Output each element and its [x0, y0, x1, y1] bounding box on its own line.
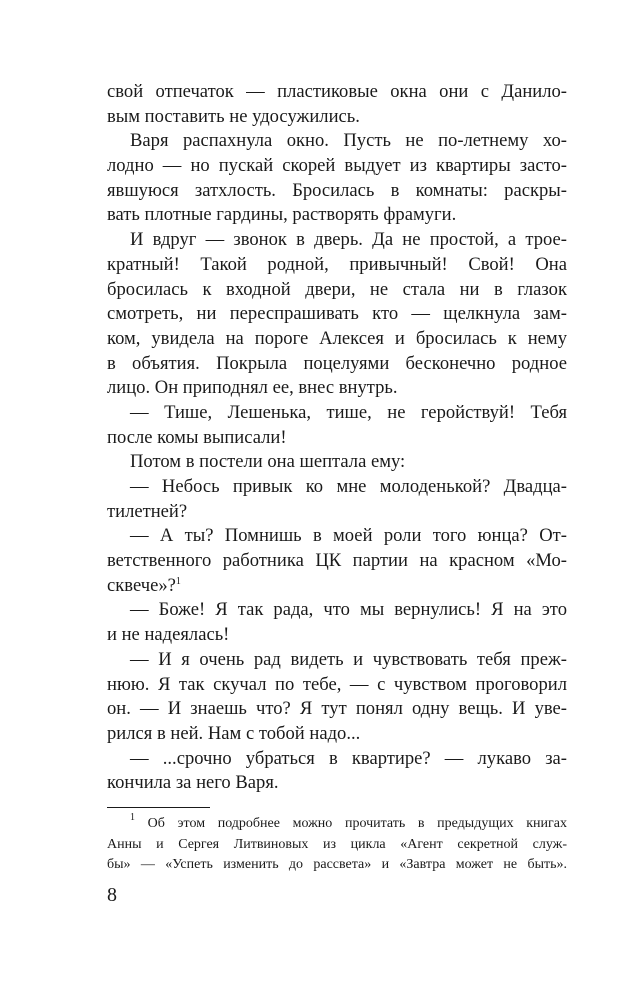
text-line: и не надеялась!	[107, 624, 230, 646]
footnote-marker: 1	[130, 812, 135, 823]
text-line: — А ты? Помнишь в моей роли того юнца? От-	[130, 525, 567, 547]
page-number: 8	[107, 884, 117, 906]
text-line: лодно — но пускай скорей выдует из квартиры засто-	[107, 155, 567, 177]
text-line: Потом в постели она шептала ему:	[130, 451, 406, 473]
text-line-with-footnote-ref	[107, 574, 567, 599]
text-line: И вдруг — звонок в дверь. Да не простой, а трое-	[130, 229, 567, 251]
text-line: нюю. Я так скучал по тебе, — с чувством проговорил	[107, 673, 567, 695]
text-line: смотреть, ни переспрашивать кто — щелкнула зам-	[107, 303, 567, 325]
text-line: он. — И знаешь что? Я тут понял одну вещь. И уве-	[107, 698, 567, 720]
text-line: лицо. Он приподнял ее, внес внутрь.	[107, 377, 398, 399]
text-line: Варя распахнула окно. Пусть не по-летнему хо-	[130, 130, 567, 152]
text-line: явшуюся затхлость. Бросилась в комнаты: раскры-	[107, 179, 567, 201]
text-line: кратный! Такой родной, привычный! Свой! Она	[107, 253, 567, 275]
text-line: тилетней?	[107, 500, 188, 522]
footnote-reference: 1	[175, 575, 181, 587]
text-line: — ...срочно убраться в квартире? — лукаво за-	[130, 747, 567, 769]
text-line: кончила за него Варя.	[107, 772, 279, 794]
footnote-line	[107, 814, 567, 835]
text-line: вым поставить не удосужились.	[107, 105, 360, 127]
text-line: — Тише, Лешенька, тише, не геройствуй! Тебя	[130, 401, 567, 423]
text-line: в объятия. Покрыла поцелуями бесконечно родное	[107, 352, 567, 374]
text-line: — И я очень рад видеть и чувствовать тебя преж-	[130, 648, 567, 670]
text-line: после комы выписали!	[107, 426, 287, 448]
footnote-line: бы» — «Успеть изменить до рассвета» и «Завтра может не быть».	[107, 857, 567, 872]
text-line: ветственного работника ЦК партии на красном «Мо-	[107, 550, 567, 572]
main-text	[107, 80, 567, 796]
text-line: бросилась к входной двери, не стала ни в глазок	[107, 278, 567, 300]
footnote-line: Анны и Сергея Литвиновых из цикла «Агент секретной служ-	[107, 836, 567, 852]
footnote-divider	[107, 807, 210, 808]
text-line: — Небось привык ко мне молоденькой? Двадца-	[130, 476, 567, 497]
footnote	[107, 814, 567, 876]
text-line: рился в ней. Нам с тобой надо...	[107, 722, 361, 744]
text-fragment: че»?	[140, 574, 176, 596]
footnote-text: Об этом подробнее можно прочитать в предыдущих книгах	[147, 816, 567, 831]
text-line: ком, увидела на пороге Алексея и бросилась к нему	[107, 327, 567, 349]
text-line: свой отпечаток — пластиковые окна они с Данило-	[107, 81, 567, 102]
text-line: вать плотные гардины, растворять фрамуги.	[107, 204, 457, 226]
text-line: — Боже! Я так рада, что мы вернулись! Я на это	[130, 599, 567, 621]
text-fragment: скве	[107, 574, 141, 596]
